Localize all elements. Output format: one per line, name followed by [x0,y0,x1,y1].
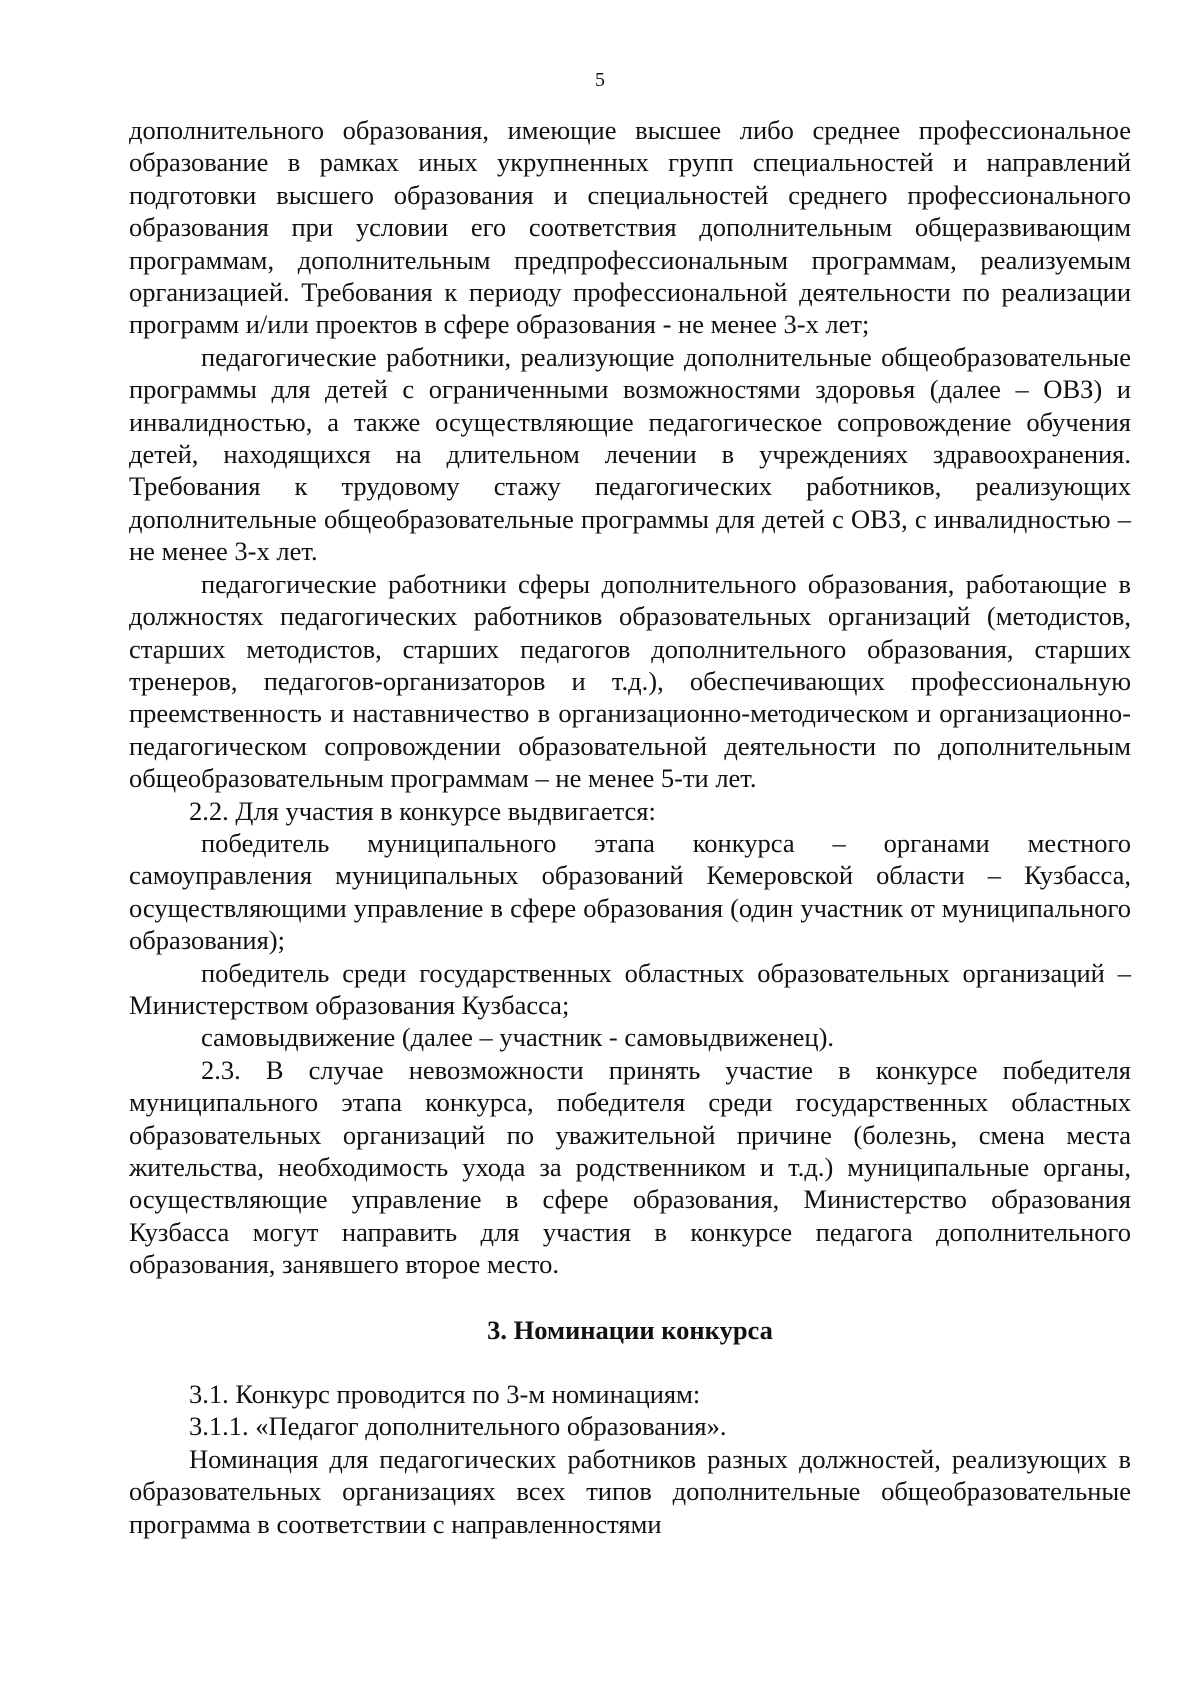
paragraph-state-winner: победитель среди государственных областных образовательных организаций – Министерством образования Кузбасса; [129,957,1131,1020]
paragraph-2-2: 2.2. Для участия в конкурсе выдвигается: [189,795,656,826]
paragraph-self-nomination: самовыдвижение (далее – участник - самовыдвиженец). [201,1022,835,1053]
paragraph-2-3: 2.3. В случае невозможности принять участие в конкурсе победителя муниципального этапа конкурса, победителя среди государственных областных образовательных организаций по уважительной причине (болезнь, смена места жительства, необходимость ухода за родственником и т.д.) муниципальные органы, осуществляющие управление в сфере образования, Министерство образования Кузбасса могут направить для участия в конкурсе педагога дополнительного образования, занявшего второе место. [129,1054,1131,1280]
page-number: 5 [595,69,605,91]
paragraph-municipal-winner: победитель муниципального этапа конкурса – органами местного самоуправления муниципальных образований Кемеровской области – Кузбасса, осуществляющими управление в сфере образования (один участник от муниципального образования); [129,827,1131,956]
paragraph-teachers-ovz: педагогические работники, реализующие дополнительные общеобразовательные программы для детей с ограниченными возможностями здоровья (далее – ОВЗ) и инвалидностью, а также осуществляющие педагогическое сопровождение обучения детей, находящихся на длительном лечении в учреждениях здравоохранения. Требования к трудовому стажу педагогических работников, реализующих дополнительные общеобразовательные программы для детей с ОВЗ, с инвалидностью – не менее 3-х лет. [129,341,1131,567]
paragraph-methodists: педагогические работники сферы дополнительного образования, работающие в должностях педагогических работников образовательных организаций (методистов, старших методистов, старших педагогов дополнительного образования, старших тренеров, педагогов-организаторов и т.д.), обеспечивающих профессиональную преемственность и наставничество в организационно-методическом и организационно-педагогическом сопровождении образовательной деятельности по дополнительным общеобразовательным программам – не менее 5-ти лет. [129,568,1131,794]
paragraph-continuation: дополнительного образования, имеющие высшее либо среднее профессиональное образование в рамках иных укрупненных групп специальностей и направлений подготовки высшего образования и специальностей среднего профессионального образования при условии его соответствия дополнительным общеразвивающим программам, дополнительным предпрофессиональным программам, реализуемым организацией. Требования к периоду профессиональной деятельности по реализации программ и/или проектов в сфере образования - не менее 3-х лет; [129,115,1131,340]
document-body [129,114,1131,1540]
paragraph-nomination-description: Номинация для педагогических работников разных должностей, реализующих в образовательных организациях всех типов дополнительные общеобразовательные программа в соответствии с направленностями [129,1443,1131,1539]
paragraph-3-1: 3.1. Конкурс проводится по 3-м номинациям: [189,1379,701,1410]
paragraph-3-1-1: 3.1.1. «Педагог дополнительного образования». [189,1411,727,1442]
section-heading: 3. Номинации конкурса [487,1314,773,1345]
